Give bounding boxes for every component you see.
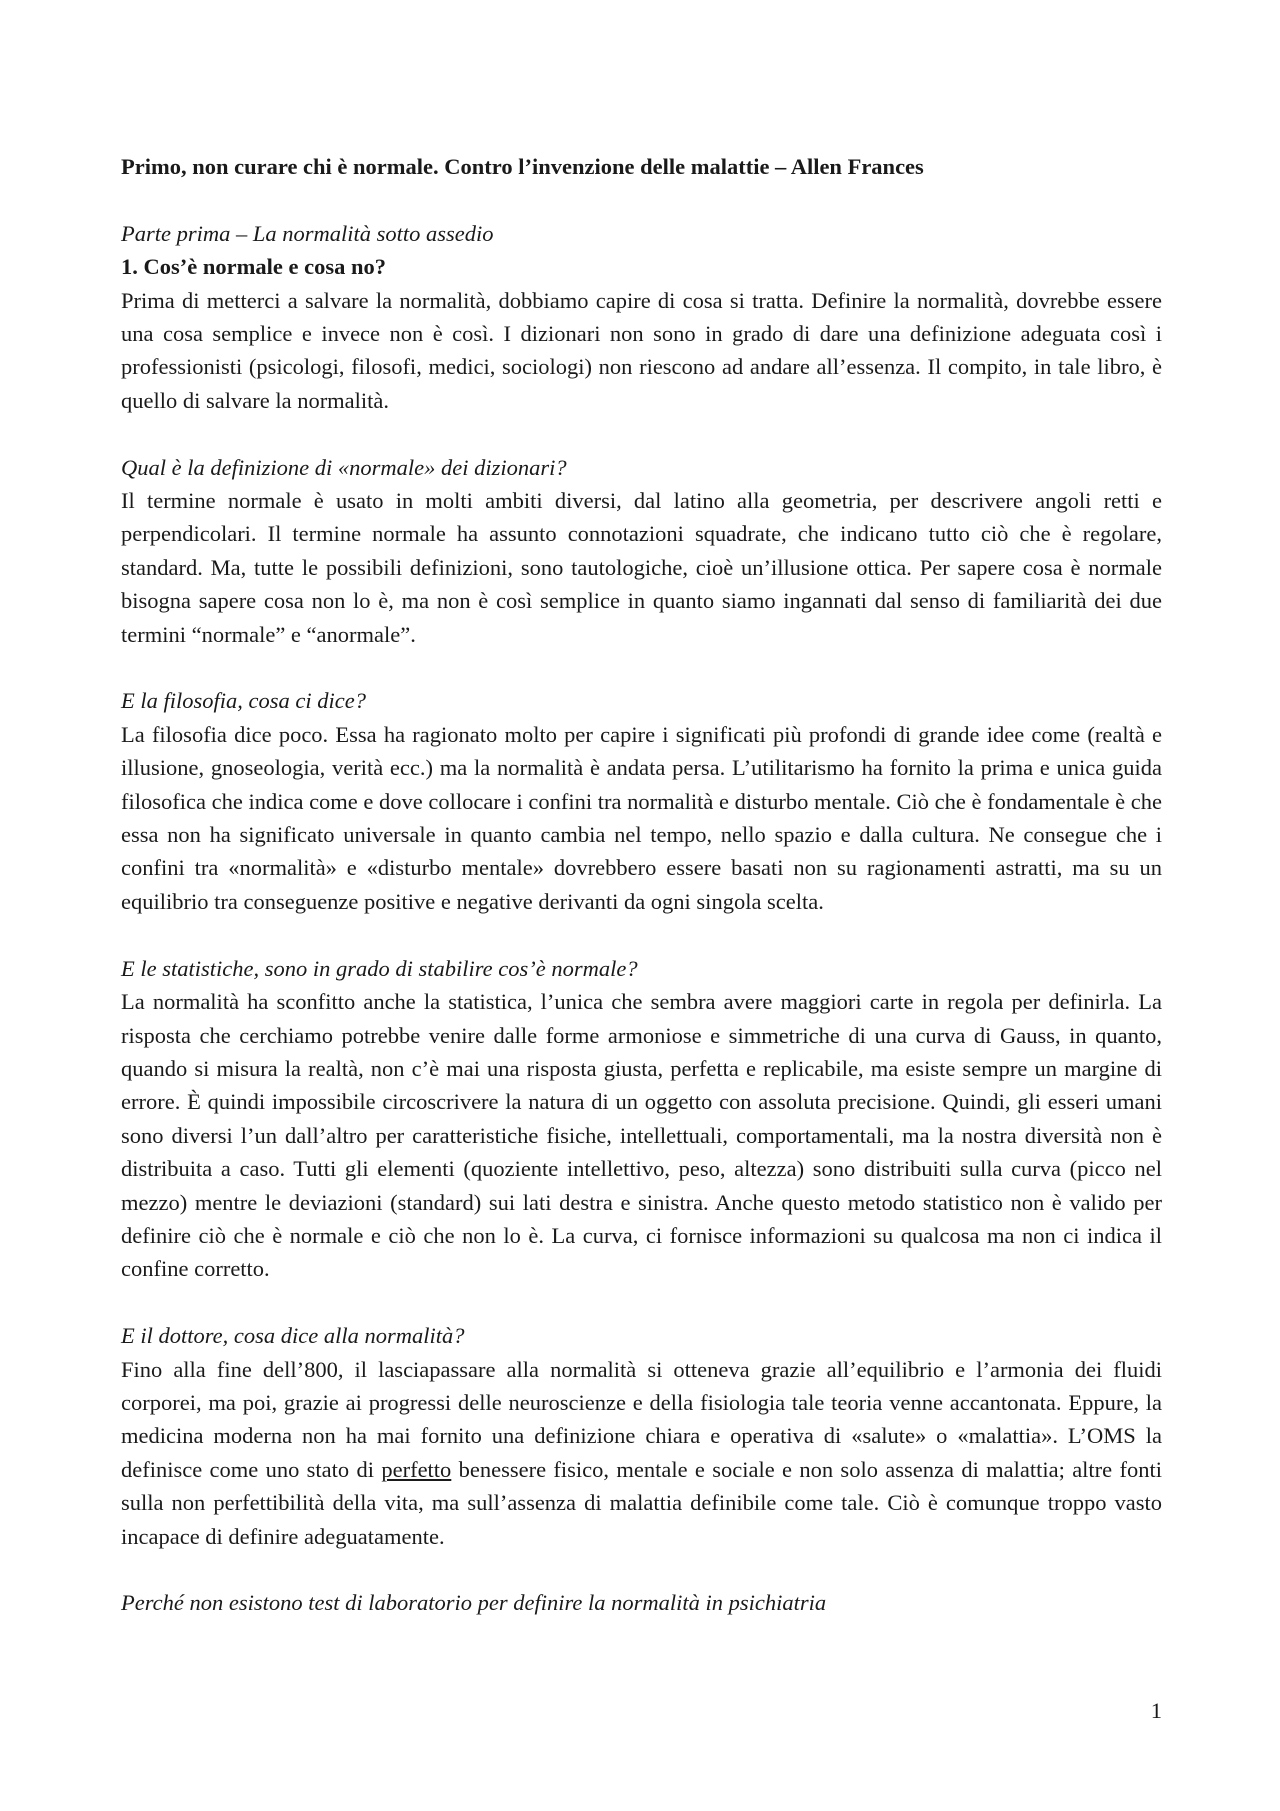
section-question: Qual è la definizione di «normale» dei dizionari? <box>121 454 567 480</box>
section-paragraph: La filosofia dice poco. Essa ha ragionato molto per capire i significati più profondi di grande idee come (realtà e illusione, gnoseologia, verità ecc.) ma la normalità è andata persa. L’utilitarismo ha fornito la prima e unica guida filosofica che indica come e dove collocare i confini tra normalità e disturbo mentale. Ciò che è fondamentale è che essa non ha significato universale in quanto cambia nel tempo, nello spazio e dalla cultura. Ne consegue che i confini tra «normalità» e «disturbo mentale» dovrebbero essere basati non su ragionamenti astratti, ma su un equilibrio tra conseguenze positive e negative derivanti da ogni singola scelta. <box>121 721 1162 914</box>
document-page <box>121 150 1162 1620</box>
section-question: E la filosofia, cosa ci dice? <box>121 688 366 714</box>
section-paragraph: La normalità ha sconfitto anche la statistica, l’unica che sembra avere maggiori carte in regola per definirla. La risposta che cerchiamo potrebbe venire dalle forme armoniose e simmetriche di una curva di Gauss, in quanto, quando si misura la realtà, non c’è mai una risposta giusta, perfetta e replicabile, ma esiste sempre un margine di errore. È quindi impossibile circoscrivere la natura di un oggetto con assoluta precisione. Quindi, gli esseri umani sono diversi l’un dall’altro per caratteristiche fisiche, intellettuali, comportamentali, ma la nostra diversità non è distribuita a caso. Tutti gli elementi (quoziente intellettivo, peso, altezza) sono distribuiti sulla curva (picco nel mezzo) mentre le deviazioni (standard) sui lati destra e sinistra. Anche questo metodo statistico non è valido per definire ciò che è normale e ciò che non lo è. La curva, ci fornisce informazioni su qualcosa ma non ci indica il confine corretto. <box>121 989 1162 1282</box>
paragraph-text: benessere fisico, mentale e sociale e non solo assenza di malattia; altre fonti sulla non perfettibilità della vita, ma sull’assenza di malattia definibile come tale. Ciò è comunque troppo vasto incapace di definire adeguatamente. <box>121 1456 1162 1549</box>
underlined-word: perfetto <box>381 1456 452 1482</box>
section-question: E il dottore, cosa dice alla normalità? <box>121 1323 465 1349</box>
part-heading: Parte prima – La normalità sotto assedio <box>121 220 494 246</box>
section-question: Perché non esistono test di laboratorio per definire la normalità in psichiatria <box>121 1590 827 1616</box>
chapter-heading: 1. Cos’è normale e cosa no? <box>121 254 386 280</box>
intro-paragraph: Prima di metterci a salvare la normalità, dobbiamo capire di cosa si tratta. Definire la normalità, dovrebbe essere una cosa semplice e invece non è così. I dizionari non sono in grado di dare una definizione adeguata così i professionisti (psicologi, filosofi, medici, sociologi) non riescono ad andare all’essenza. Il compito, in tale libro, è quello di salvare la normalità. <box>121 287 1162 413</box>
section-paragraph: Il termine normale è usato in molti ambiti diversi, dal latino alla geometria, per descrivere angoli retti e perpendicolari. Il termine normale ha assunto connotazioni squadrate, che indicano tutto ciò che è regolare, standard. Ma, tutte le possibili definizioni, sono tautologiche, cioè un’illusione ottica. Per sapere cosa è normale bisogna sapere cosa non lo è, ma non è così semplice in quanto siamo ingannati dal senso di familiarità dei due termini “normale” e “anormale”. <box>121 488 1162 647</box>
page-number: 1 <box>1150 1698 1162 1723</box>
paragraph-text: Fino alla fine dell’800, il lasciapassare alla normalità si otteneva grazie all’equilibrio e l’armonia dei fluidi corporei, ma poi, grazie ai progressi delle neuroscienze e della fisiologia tale teoria venne accantonata. Eppure, la medicina moderna non ha mai fornito una definizione chiara e operativa di «salute» o «malattia». L’OMS la definisce come uno stato di <box>121 1356 1162 1482</box>
section-paragraph <box>121 1353 1162 1553</box>
document-title: Primo, non curare chi è normale. Contro l’invenzione delle malattie – Allen Frances <box>121 154 924 179</box>
section-question: E le statistiche, sono in grado di stabilire cos’è normale? <box>121 955 638 981</box>
